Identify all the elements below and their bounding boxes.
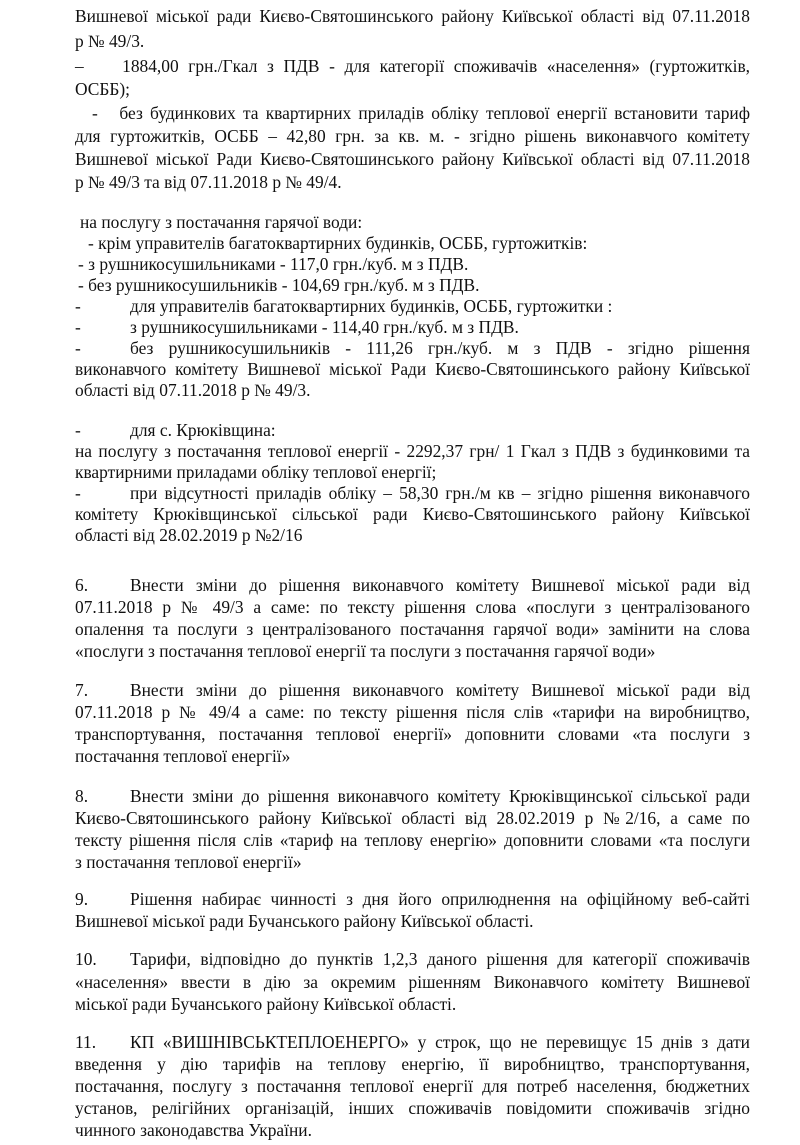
text-line: 07.11.2018 р № 49/4 а саме: по тексту рішення після слів «тарифи на виробництво, [75,702,750,722]
section-heading: на послугу з постачання гарячої води: [80,212,363,232]
text-line: при відсутності приладів обліку – 58,30 грн./м кв – згідно рішення виконавчого [130,483,750,503]
text-line: Внести зміни до рішення виконавчого комітету Вишневої міської ради від [130,575,750,595]
text-line: з постачання теплової енергії» [75,852,302,872]
clause-number: 10. [75,949,97,969]
list-dash: - [75,483,81,503]
text-line: чинного законодавства України. [75,1120,312,1140]
text-line: КП «ВИШНІВСЬКТЕПЛОЕНЕРГО» у строк, що не перевищує 15 днів з дати [130,1032,750,1052]
text-line: тексту рішення після слів «тариф на теплову енергію» доповнити словами «та послуги [75,830,750,850]
text-line: р № 49/3. [75,31,145,51]
list-dash: - [75,338,81,358]
list-dash: - [75,317,81,337]
text-line: - без рушникосушильників - 104,69 грн./куб. м з ПДВ. [78,275,480,295]
text-line: опалення та послуги з централізованого постачання гарячої води» замінити на слова [75,619,750,639]
text-line: Вишневої міської ради Бучанського району Київської області. [75,911,534,931]
clause-number: 9. [75,889,89,909]
text-line: міської ради Бучанського району Київської області. [75,994,457,1014]
text-line: Рішення набирає чинності з дня його оприлюднення на офіційному веб-сайті [130,889,750,909]
text-line: ОСББ); [75,79,130,99]
clause-number: 11. [75,1032,97,1052]
clause-number: 8. [75,786,89,806]
text-line: - крім управителів багатоквартирних будинків, ОСББ, гуртожитків: [88,233,588,253]
text-line: р № 49/3 та від 07.11.2018 р № 49/4. [75,172,342,192]
text-line: без рушникосушильників - 111,26 грн./куб. м з ПДВ - згідно рішення [130,338,750,358]
text-line: - без будинкових та квартирних приладів обліку теплової енергії встановити тариф [92,103,750,123]
text-line: - з рушникосушильниками - 117,0 грн./куб. м з ПДВ. [78,254,469,274]
text-line: Вишневої міської ради Києво-Святошинського району Київської області від 07.11.2018 [75,6,750,26]
text-line: установ, релігійних організацій, інших споживачів повідомити споживачів згідно [75,1098,750,1118]
text-line: області від 07.11.2018 р № 49/3. [75,380,311,400]
text-line: постачання теплової енергії» [75,746,291,766]
text-line: Вишневої міської Ради Києво-Святошинського району Київської області від 07.11.2018 [75,149,750,169]
text-line: на послугу з постачання теплової енергії - 2292,37 грн/ 1 Гкал з ПДВ з будинковими та [75,441,750,461]
text-line: з рушникосушильниками - 114,40 грн./куб. м з ПДВ. [130,317,519,337]
text-line: – 1884,00 грн./Гкал з ПДВ - для категорії споживачів «населення» (гуртожитків, [75,56,750,76]
text-line: Внести зміни до рішення виконавчого комітету Крюківщинської сільської ради [130,786,750,806]
text-line: області від 28.02.2019 р №2/16 [75,525,303,545]
text-line: для гуртожитків, ОСББ – 42,80 грн. за кв. м. - згідно рішень виконавчого комітету [75,126,750,146]
text-line: введення у дію тарифів на теплову енергію, її виробництво, транспортування, [75,1054,750,1074]
text-line: Тарифи, відповідно до пунктів 1,2,3 даного рішення для категорії споживачів [130,949,750,969]
text-line: Внести зміни до рішення виконавчого комітету Вишневої міської ради від [130,680,750,700]
text-line: для управителів багатоквартирних будинків, ОСББ, гуртожитки : [130,296,613,316]
text-line: комітету Крюківщинської сільської ради Києво-Святошинського району Київської [75,504,750,524]
list-dash: - [75,296,81,316]
clause-number: 6. [75,575,89,595]
text-line: для с. Крюківщина: [130,420,276,440]
text-line: «послуги з постачання теплової енергії та послуги з постачання гарячої води» [75,641,656,661]
text-line: «населення» ввести в дію за окремим рішенням Виконавчого комітету Вишневої [75,972,750,992]
text-line: квартирними приладами обліку теплової енергії; [75,462,437,482]
text-line: Києво-Святошинського району Київської області від 28.02.2019 р №2/16, а саме по [75,808,750,828]
list-dash: - [75,420,81,440]
text-line: виконавчого комітету Вишневої міської Ради Києво-Святошинського району Київської [75,359,750,379]
clause-number: 7. [75,680,89,700]
text-line: 07.11.2018 р № 49/3 а саме: по тексту рішення слова «послуги з централізованого [75,597,750,617]
text-line: постачання, послугу з постачання теплової енергії для потреб населення, бюджетних [75,1076,750,1096]
text-line: транспортування, постачання теплової енергії» доповнити словами «та послуги з [75,724,750,744]
